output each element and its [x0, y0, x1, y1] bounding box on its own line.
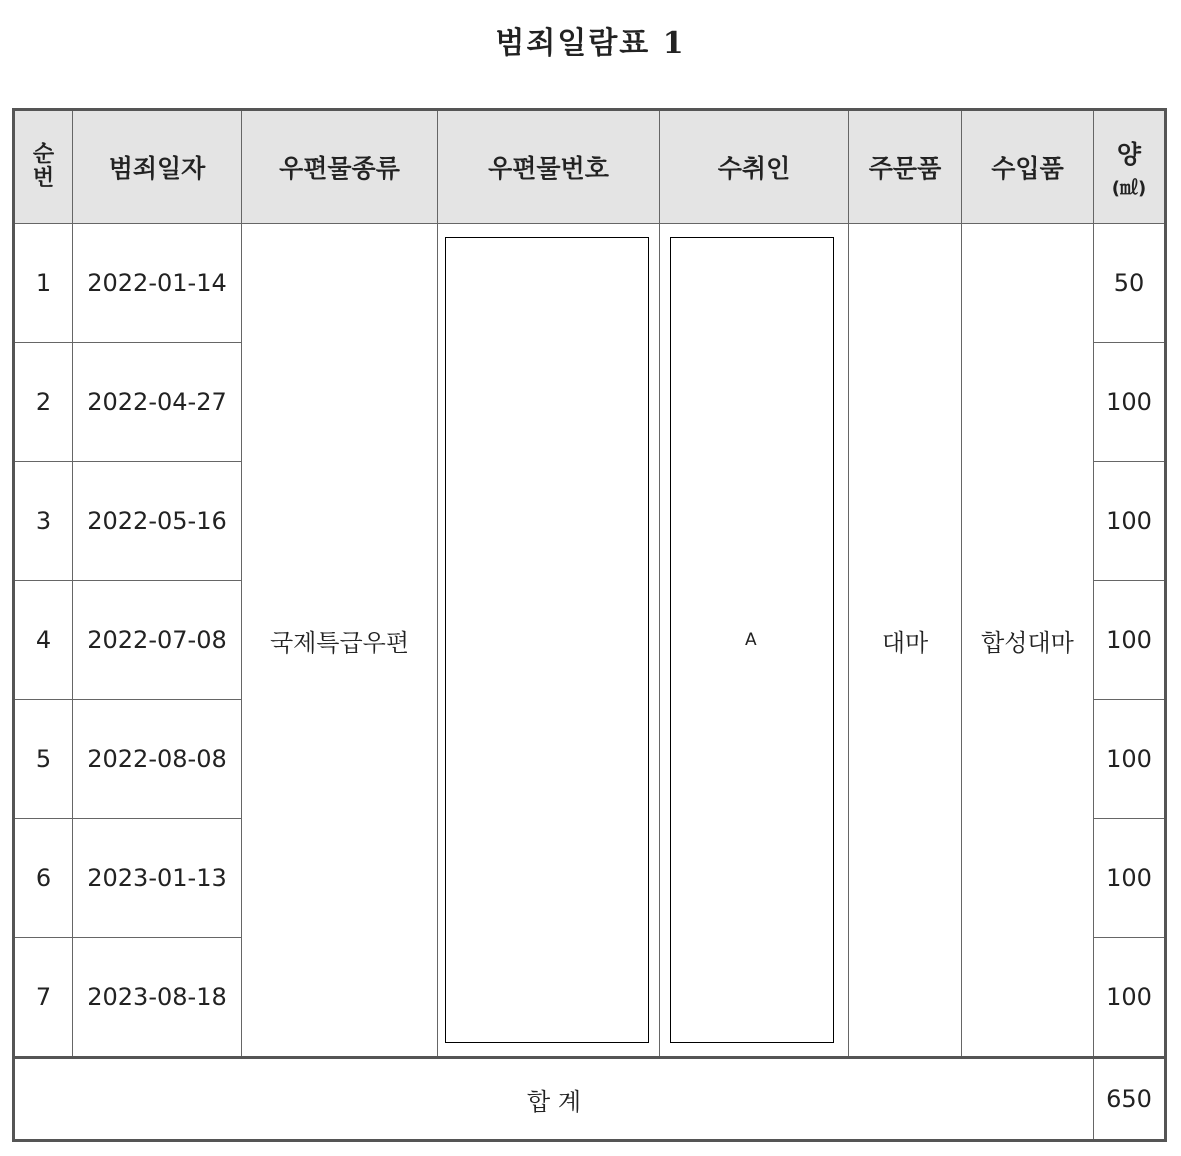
row-date: 2023-08-18: [73, 938, 242, 1058]
row-amount: 100: [1094, 700, 1166, 819]
header-amount: 양 (㎖): [1094, 110, 1166, 224]
recipient-label: A: [745, 630, 757, 650]
row-amount: 100: [1094, 462, 1166, 581]
redaction-box-mail-number: [445, 237, 649, 1043]
header-recipient: 수취인: [660, 110, 849, 224]
row-date: 2022-05-16: [73, 462, 242, 581]
imported-cell: 합성대마: [962, 224, 1094, 1058]
row-amount: 100: [1094, 581, 1166, 700]
header-mail-number: 우편물번호: [438, 110, 660, 224]
header-mail-type: 우편물종류: [242, 110, 438, 224]
row-no: 4: [14, 581, 73, 700]
row-no: 1: [14, 224, 73, 343]
row-date: 2022-08-08: [73, 700, 242, 819]
row-no: 2: [14, 343, 73, 462]
header-no: 순 번: [14, 110, 73, 224]
mail-type-cell: 국제특급우편: [242, 224, 438, 1058]
header-ordered: 주문품: [849, 110, 962, 224]
ordered-cell: 대마: [849, 224, 962, 1058]
total-row: [14, 1058, 1166, 1141]
row-date: 2022-07-08: [73, 581, 242, 700]
row-amount: 100: [1094, 938, 1166, 1058]
row-amount: 100: [1094, 343, 1166, 462]
row-no: 3: [14, 462, 73, 581]
total-label: 합 계: [14, 1058, 1094, 1141]
row-amount: 50: [1094, 224, 1166, 343]
row-no: 7: [14, 938, 73, 1058]
document-title: 범죄일람표 1: [495, 26, 686, 61]
header-row: [14, 110, 1166, 224]
row-amount: 100: [1094, 819, 1166, 938]
header-imported: 수입품: [962, 110, 1094, 224]
row-no: 6: [14, 819, 73, 938]
row-date: 2022-04-27: [73, 343, 242, 462]
row-date: 2023-01-13: [73, 819, 242, 938]
row-date: 2022-01-14: [73, 224, 242, 343]
row-no: 5: [14, 700, 73, 819]
header-date: 범죄일자: [73, 110, 242, 224]
total-amount: 650: [1094, 1058, 1166, 1141]
